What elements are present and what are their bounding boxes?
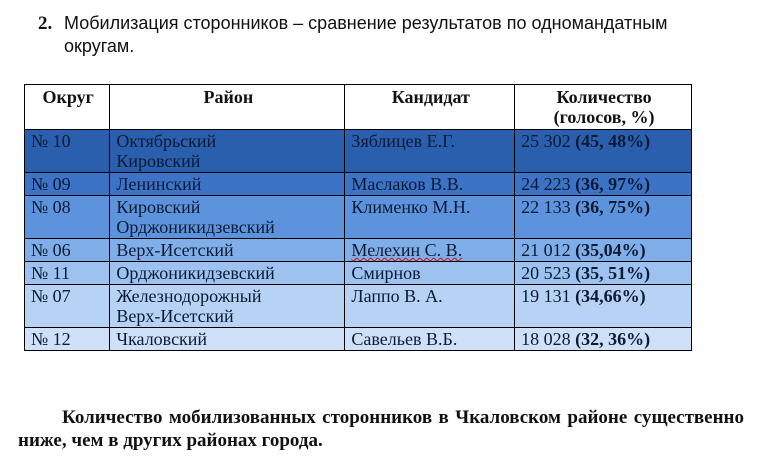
cell-candidate	[345, 328, 515, 351]
cell-district	[25, 262, 110, 285]
vote-count: 22 133	[521, 197, 571, 217]
results-table	[24, 84, 692, 351]
vote-percent: (32, 36%)	[575, 329, 651, 349]
table-row	[25, 285, 692, 328]
cell-area	[110, 196, 345, 239]
district-number: № 06	[31, 240, 71, 260]
table-row	[25, 328, 692, 351]
cell-area	[110, 239, 345, 262]
table-row	[25, 239, 692, 262]
conclusion-body: Количество мобилизованных сторонников в Чкаловском районе существенно ниже, чем в других районах города.	[18, 407, 744, 451]
section-title: Мобилизация сторонников – сравнение результатов по одномандатным округам.	[64, 13, 668, 56]
cell-votes	[515, 239, 692, 262]
cell-candidate	[345, 130, 515, 173]
vote-count: 21 012	[521, 240, 571, 260]
table-row	[25, 173, 692, 196]
area-name: Орджоникидзевский	[116, 263, 275, 283]
cell-votes	[515, 130, 692, 173]
cell-district	[25, 130, 110, 173]
table-row	[25, 130, 692, 173]
vote-percent: (35,04%)	[575, 240, 646, 260]
cell-district	[25, 173, 110, 196]
area-name: Железнодорожный Верх-Исетский	[116, 286, 262, 326]
header-area: Район	[110, 85, 345, 130]
area-name: Кировский Орджоникидзевский	[116, 197, 275, 237]
cell-candidate	[345, 285, 515, 328]
district-number: № 07	[31, 286, 71, 306]
conclusion-text	[18, 406, 744, 452]
table-row	[25, 262, 692, 285]
candidate-name: Смирнов	[351, 263, 421, 283]
cell-area	[110, 328, 345, 351]
header-candidate: Кандидат	[345, 85, 515, 130]
vote-count: 20 523	[521, 263, 571, 283]
section-number: 2.	[38, 13, 53, 34]
cell-votes	[515, 173, 692, 196]
cell-area	[110, 173, 345, 196]
cell-district	[25, 196, 110, 239]
district-number: № 08	[31, 197, 71, 217]
cell-district	[25, 285, 110, 328]
vote-percent: (36, 75%)	[575, 197, 651, 217]
vote-percent: (36, 97%)	[575, 174, 651, 194]
candidate-name: Мелехин С. В.	[351, 240, 463, 260]
cell-area	[110, 285, 345, 328]
header-district: Округ	[25, 85, 110, 130]
area-name: Ленинский	[116, 174, 202, 194]
cell-candidate	[345, 173, 515, 196]
vote-count: 19 131	[521, 286, 571, 306]
vote-percent: (45, 48%)	[575, 131, 651, 151]
vote-percent: (35, 51%)	[575, 263, 651, 283]
cell-votes	[515, 285, 692, 328]
candidate-name: Савельев В.Б.	[351, 329, 458, 349]
area-name: Чкаловский	[116, 329, 208, 349]
candidate-name: Зяблицев Е.Г.	[351, 131, 456, 151]
vote-count: 24 223	[521, 174, 571, 194]
cell-votes	[515, 262, 692, 285]
cell-candidate	[345, 262, 515, 285]
header-votes	[515, 85, 692, 130]
district-number: № 12	[31, 329, 71, 349]
cell-candidate	[345, 196, 515, 239]
cell-district	[25, 239, 110, 262]
cell-candidate	[345, 239, 515, 262]
candidate-name: Лаппо В. А.	[351, 286, 443, 306]
section-heading	[38, 12, 728, 58]
cell-district	[25, 328, 110, 351]
cell-area	[110, 262, 345, 285]
vote-count: 25 302	[521, 131, 571, 151]
cell-area	[110, 130, 345, 173]
vote-count: 18 028	[521, 329, 571, 349]
district-number: № 11	[31, 263, 71, 283]
cell-votes	[515, 196, 692, 239]
table-row	[25, 196, 692, 239]
area-name: Октябрьский Кировский	[116, 131, 217, 171]
district-number: № 10	[31, 131, 71, 151]
vote-percent: (34,66%)	[575, 286, 646, 306]
candidate-name: Маслаков В.В.	[351, 174, 464, 194]
district-number: № 09	[31, 174, 71, 194]
area-name: Верх-Исетский	[116, 240, 234, 260]
header-votes-label: Количество (голосов, %)	[553, 87, 655, 127]
candidate-name: Клименко М.Н.	[351, 197, 471, 217]
cell-votes	[515, 328, 692, 351]
table-header-row	[25, 85, 692, 130]
